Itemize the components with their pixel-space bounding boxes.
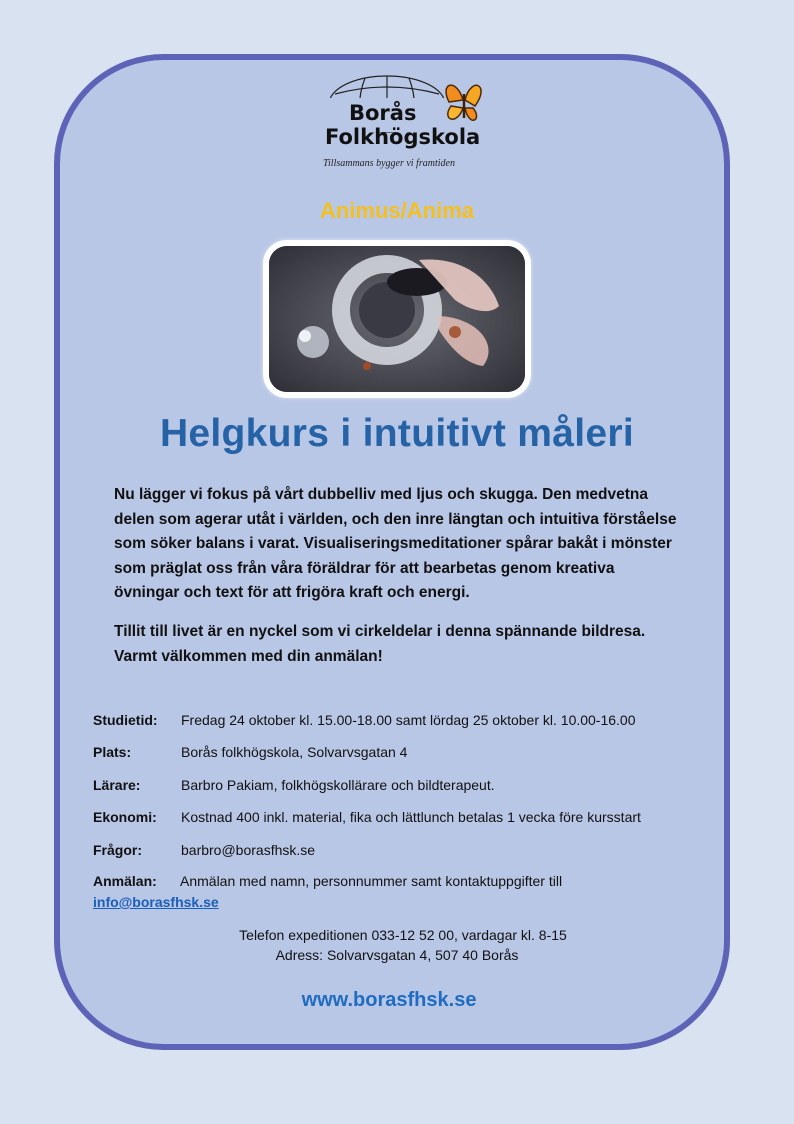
course-painting-image — [263, 240, 531, 398]
phone-text: Telefon expeditionen 033-12 52 00, vardagar kl. 8-15 — [239, 927, 567, 943]
detail-label: Ekonomi: — [93, 809, 157, 825]
course-title: Helgkurs i intuitivt måleri — [159, 412, 635, 455]
detail-label: Anmälan: — [93, 873, 157, 889]
school-tagline: Tillsammans bygger vi framtiden — [323, 158, 455, 169]
detail-label: Studietid: — [93, 712, 158, 728]
course-subtitle: Animus/Anima — [319, 198, 475, 223]
detail-row-studietid — [93, 712, 636, 728]
website-link[interactable]: www.borasfhsk.se — [301, 989, 477, 1011]
school-logo — [305, 74, 485, 170]
detail-row-anmalan — [93, 873, 562, 889]
address-text: Adress: Solvarvsgatan 4, 507 40 Borås — [275, 947, 519, 963]
school-name-line1: Borås — [349, 101, 417, 125]
detail-value: Fredag 24 oktober kl. 15.00-18.00 samt lördag 25 oktober kl. 10.00-16.00 — [181, 712, 636, 728]
detail-value: Borås folkhögskola, Solvarvsgatan 4 — [181, 744, 408, 760]
detail-row-plats — [93, 744, 407, 760]
detail-value: Barbro Pakiam, folkhögskollärare och bildterapeut. — [181, 777, 495, 793]
detail-row-larare — [93, 777, 495, 793]
detail-label: Lärare: — [93, 777, 141, 793]
school-name — [325, 101, 480, 149]
detail-value: Kostnad 400 inkl. material, fika och lättlunch betalas 1 vecka före kursstart — [181, 809, 641, 825]
school-name-line2: Folkhögskola — [325, 125, 481, 149]
detail-value: barbro@borasfhsk.se — [181, 842, 316, 858]
detail-value: Anmälan med namn, personnummer samt kontaktuppgifter till — [180, 873, 563, 889]
course-description: Nu lägger vi fokus på vårt dubbelliv med ljus och skugga. Den medvetna delen som agerar utåt i världen, och den inre längtan och intuitiva förståelse som söker balans i varat. Visualiseringsmeditationer spårar bakåt i mönster som präglat oss från våra föräldrar för att bearbetas genom kreativa övningar och text för att frigöra kraft och energi. — [114, 486, 677, 601]
detail-row-ekonomi — [93, 809, 641, 825]
course-welcome-text: Tillit till livet är en nyckel som vi cirkeldelar i denna spännande bildresa. Varmt välkommen med din anmälan! — [114, 623, 646, 665]
signup-email-link[interactable]: info@borasfhsk.se — [93, 894, 219, 910]
detail-row-fragor — [93, 842, 315, 858]
detail-label: Plats: — [93, 744, 132, 760]
detail-label: Frågor: — [93, 842, 142, 858]
